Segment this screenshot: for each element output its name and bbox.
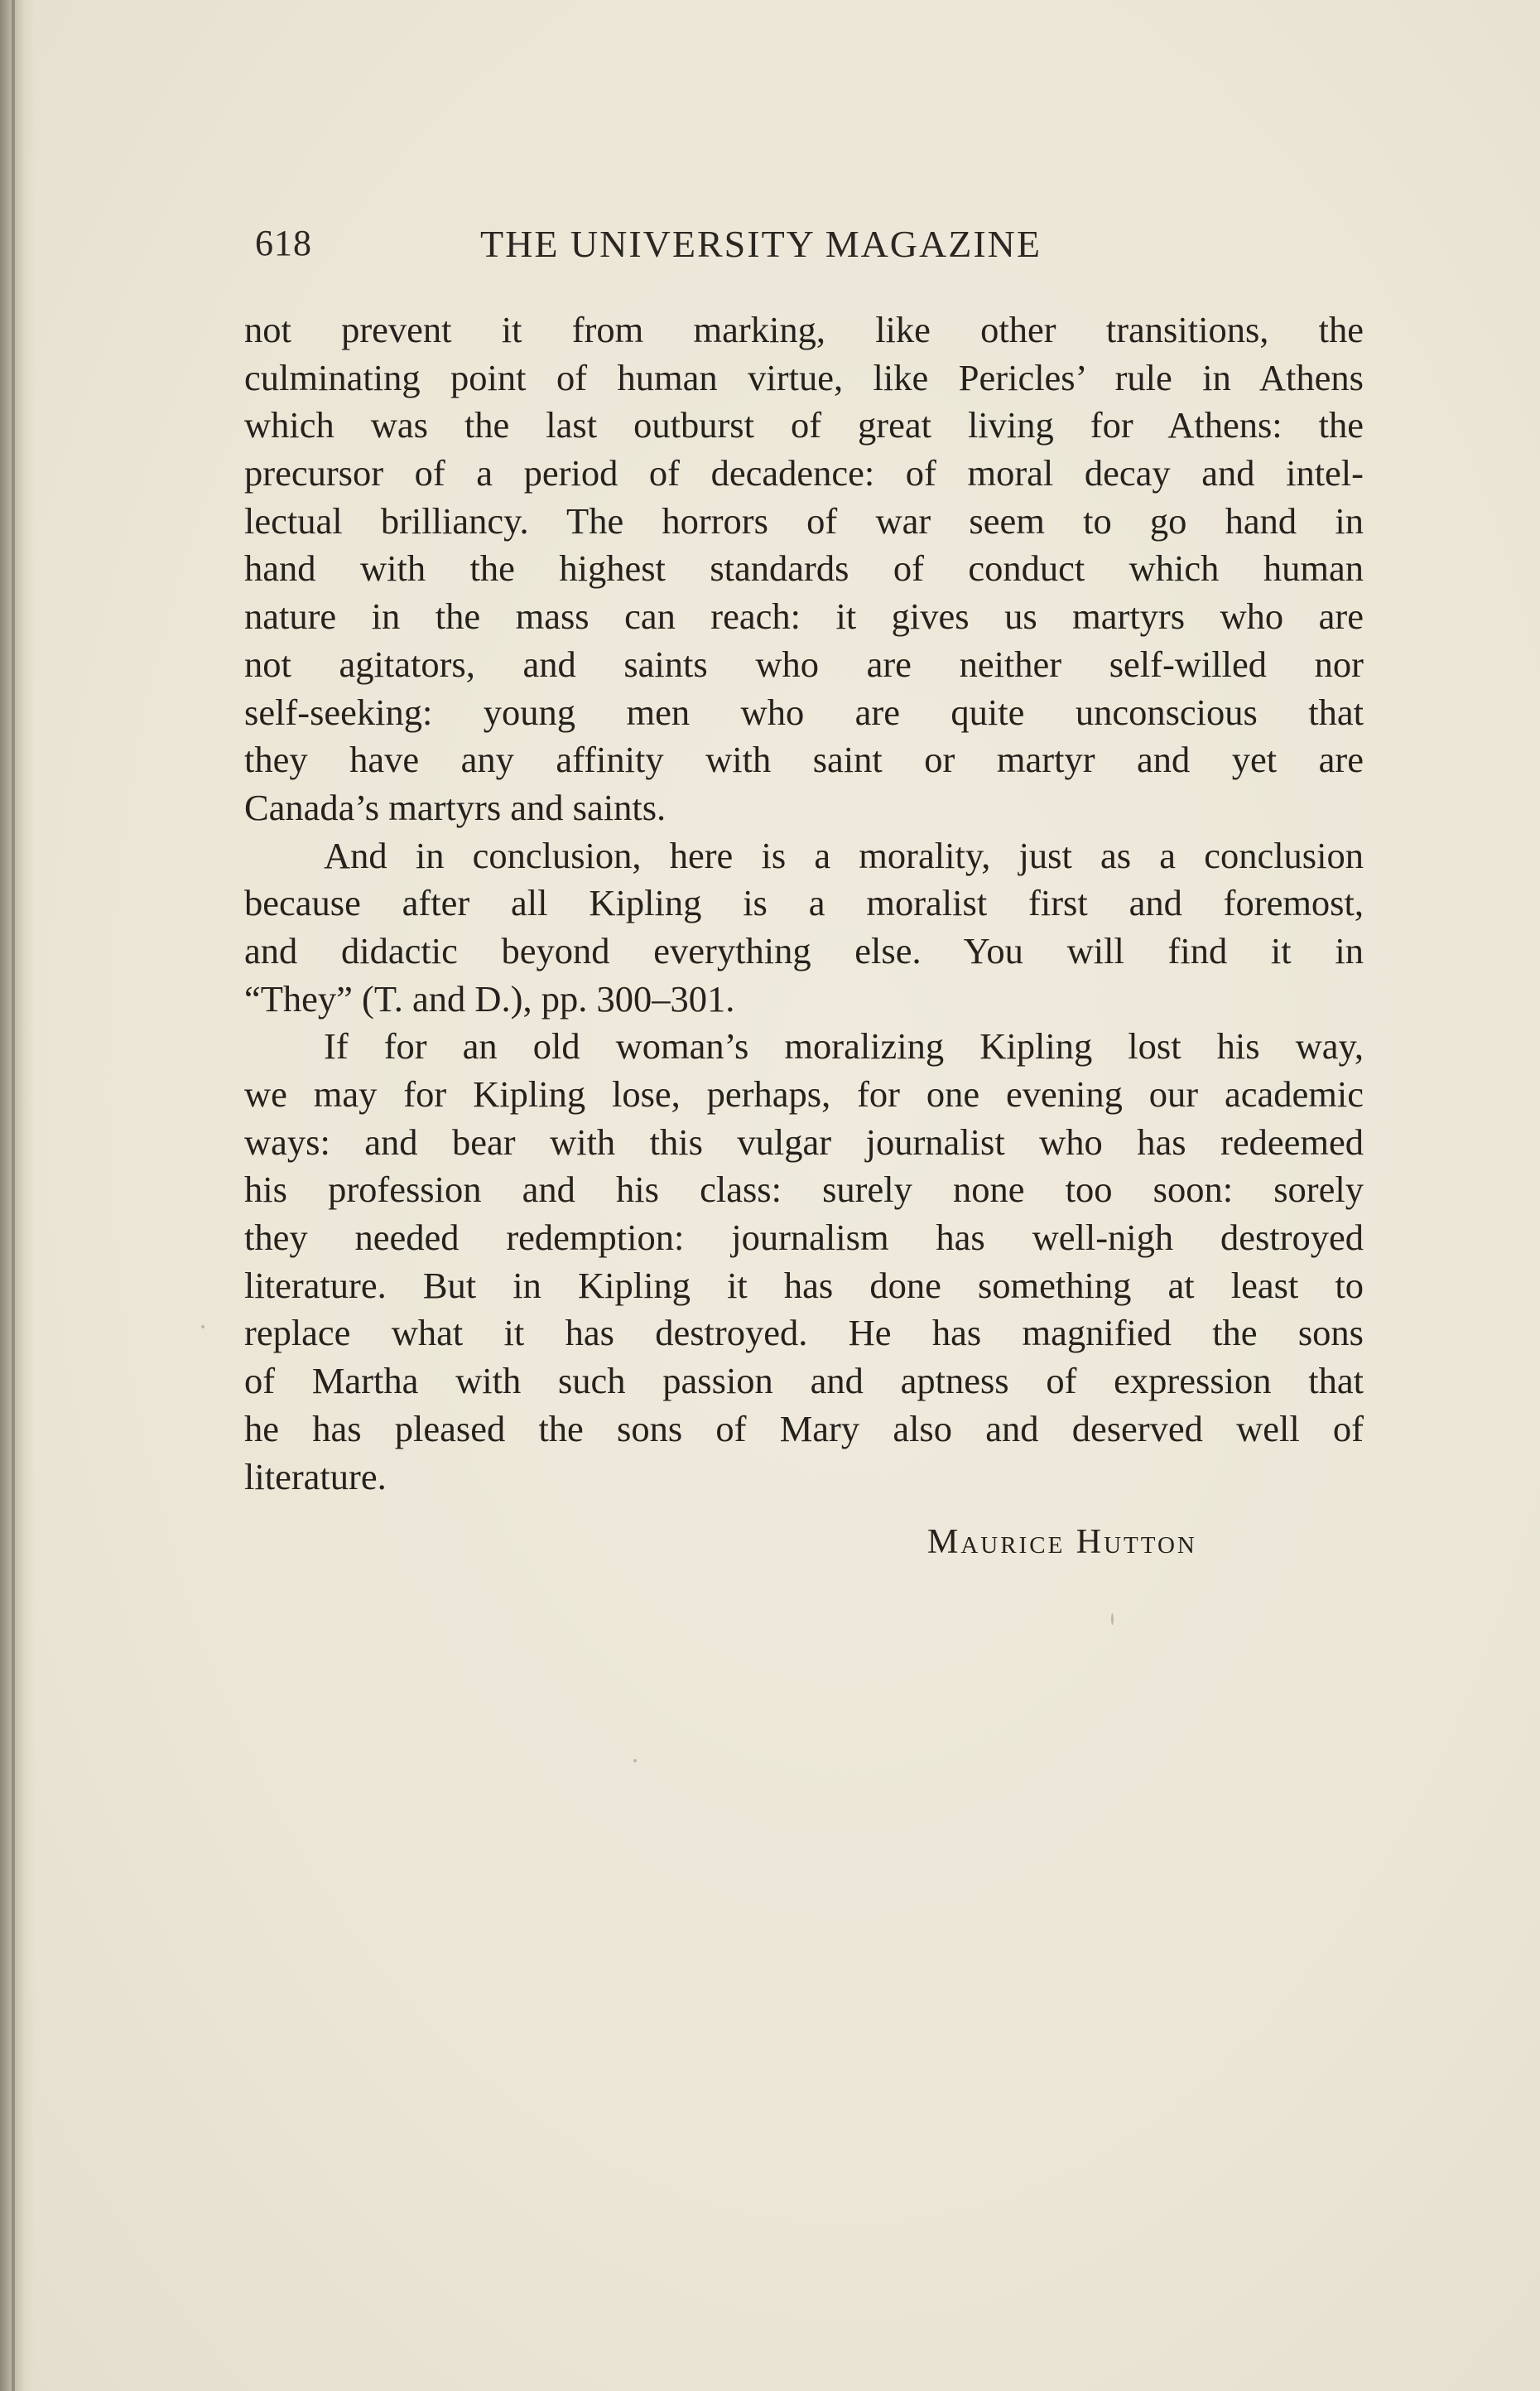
text-line: not prevent it from marking, like other transitions, the xyxy=(244,309,1364,350)
text-line: literature. xyxy=(244,1455,387,1497)
text-line: nature in the mass can reach: it gives us martyrs who are xyxy=(244,595,1364,638)
text-line: culminating point of human virtue, like Pericles’ rule in Athens xyxy=(244,356,1364,398)
text-line: replace what it has destroyed. He has magnified the sons xyxy=(244,1312,1364,1354)
text-line: ways: and bear with this vulgar journalist who has redeemed xyxy=(244,1121,1364,1163)
text-line: not agitators, and saints who are neither self-willed nor xyxy=(244,643,1364,685)
text-line: Canada’s martyrs and saints. xyxy=(244,786,667,828)
paper-speck xyxy=(633,1759,637,1762)
text-line: And in conclusion, here is a morality, just as a conclusion xyxy=(324,834,1364,876)
text-line: hand with the highest standards of conduct which human xyxy=(244,547,1364,590)
text-line: he has pleased the sons of Mary also and deserved well of xyxy=(244,1407,1364,1449)
text-line: they have any affinity with saint or martyr and yet are xyxy=(244,739,1364,781)
running-title: THE UNIVERSITY MAGAZINE xyxy=(480,223,1042,265)
text-line: they needed redemption: journalism has well-nigh destroyed xyxy=(244,1217,1364,1259)
paper-speck xyxy=(1111,1613,1114,1625)
page-number: 618 xyxy=(255,223,312,263)
text-line: because after all Kipling is a moralist first and foremost, xyxy=(244,882,1364,924)
text-line: and didactic beyond everything else. You will find it in xyxy=(244,929,1364,971)
text-line: his profession and his class: surely none too soon: sorely xyxy=(244,1169,1364,1211)
text-line: self-seeking: young men who are quite unconscious that xyxy=(244,691,1364,733)
author-name: Maurice Hutton xyxy=(927,1523,1197,1562)
text-line: “They” (T. and D.), pp. 300–301. xyxy=(244,977,735,1020)
page-binding-edge xyxy=(12,0,15,2391)
page-binding-shadow xyxy=(0,0,35,2391)
text-line: If for an old woman’s moralizing Kipling lost his way, xyxy=(324,1025,1364,1068)
text-line: precursor of a period of decadence: of moral decay and intel- xyxy=(244,452,1364,494)
running-head xyxy=(0,222,1540,280)
author-signature-row xyxy=(244,1501,1364,1567)
body-text xyxy=(244,306,1364,1567)
text-line: which was the last outburst of great living for Athens: the xyxy=(244,404,1364,446)
text-line: of Martha with such passion and aptness of expression that xyxy=(244,1360,1364,1402)
text-line: we may for Kipling lose, perhaps, for one evening our academic xyxy=(244,1073,1364,1115)
text-line: lectual brilliancy. The horrors of war seem to go hand in xyxy=(244,499,1364,542)
paper-speck xyxy=(201,1325,205,1328)
text-line: literature. But in Kipling it has done something at least to xyxy=(244,1264,1364,1306)
